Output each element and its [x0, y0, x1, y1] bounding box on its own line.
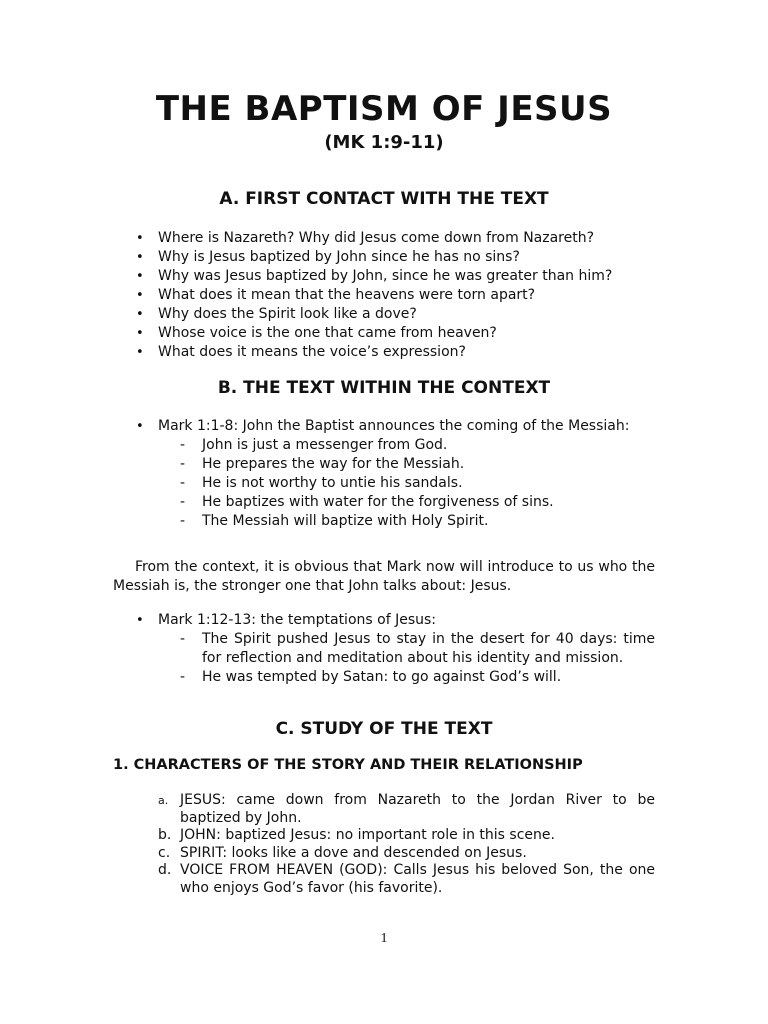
bullet-icon: •	[136, 419, 144, 434]
bullet-icon: •	[136, 613, 144, 628]
bullet-icon: •	[136, 345, 144, 360]
dash-icon: -	[180, 669, 186, 685]
sub-point-list	[158, 630, 655, 687]
dash-icon: -	[180, 631, 186, 647]
list-item: • Why was Jesus baptized by John, since he was greater than him?	[136, 268, 613, 284]
bullet-icon: •	[136, 326, 144, 341]
page-subtitle: (MK 1:9-11)	[324, 132, 444, 153]
page-number: 1	[380, 931, 388, 946]
list-item: a. JESUS: came down from Nazareth to the Jordan River to be baptized by John.	[158, 792, 655, 826]
bullet-text: Mark 1:1-8: John the Baptist announces the coming of the Messiah:	[158, 418, 630, 434]
characters-list	[158, 792, 655, 897]
section-a-heading: A. FIRST CONTACT WITH THE TEXT	[219, 189, 549, 209]
list-item: - The Messiah will baptize with Holy Spirit.	[180, 513, 489, 529]
bullet-icon: •	[136, 231, 144, 246]
dash-icon: -	[180, 475, 186, 491]
item-letter: d.	[158, 862, 172, 878]
bullet-text: Mark 1:12-13: the temptations of Jesus:	[158, 612, 436, 628]
dash-icon: -	[180, 437, 186, 453]
section-b-bullet-list-2	[136, 611, 655, 687]
section-b-heading: B. THE TEXT WITHIN THE CONTEXT	[217, 378, 551, 398]
list-item: - The Spirit pushed Jesus to stay in the desert for 40 days: time for reflection and meditation about his identity and mission.	[180, 631, 655, 666]
context-paragraph: From the context, it is obvious that Mark now will introduce to us who the Messiah is, the stronger one that John talks about: Jesus.	[113, 559, 655, 594]
list-item	[136, 417, 655, 531]
list-item: • What does it means the voice’s expression?	[136, 344, 466, 360]
list-item: - He was tempted by Satan: to go against God’s will.	[180, 669, 562, 685]
sub-point-list	[158, 436, 655, 531]
list-item: - He prepares the way for the Messiah.	[180, 456, 465, 472]
item-letter: a.	[158, 794, 169, 807]
list-item: b. JOHN: baptized Jesus: no important role in this scene.	[158, 827, 555, 843]
list-item: • Why does the Spirit look like a dove?	[136, 306, 417, 322]
bullet-icon: •	[136, 307, 144, 322]
list-item: • Whose voice is the one that came from heaven?	[136, 325, 497, 341]
bullet-icon: •	[136, 288, 144, 303]
characters-subheading: 1. CHARACTERS OF THE STORY AND THEIR RELATIONSHIP	[113, 757, 583, 773]
page-title: THE BAPTISM OF JESUS	[155, 89, 613, 129]
list-item: c. SPIRIT: looks like a dove and descended on Jesus.	[158, 844, 527, 861]
list-item: • Where is Nazareth? Why did Jesus come down from Nazareth?	[136, 230, 595, 246]
list-item	[136, 611, 655, 687]
list-item: - He baptizes with water for the forgiveness of sins.	[180, 494, 554, 510]
section-a-question-list	[136, 229, 655, 362]
section-c-heading: C. STUDY OF THE TEXT	[275, 719, 493, 739]
item-letter: b.	[158, 827, 172, 843]
list-item: - John is just a messenger from God.	[180, 437, 448, 453]
dash-icon: -	[180, 494, 186, 510]
dash-icon: -	[180, 513, 186, 529]
bullet-icon: •	[136, 250, 144, 265]
bullet-icon: •	[136, 269, 144, 284]
item-letter: c.	[158, 844, 171, 861]
list-item: - He is not worthy to untie his sandals.	[180, 475, 463, 491]
list-item: • What does it mean that the heavens were torn apart?	[136, 287, 536, 303]
list-item: • Why is Jesus baptized by John since he has no sins?	[136, 249, 520, 265]
dash-icon: -	[180, 456, 186, 472]
section-b-bullet-list-1	[136, 417, 655, 531]
list-item: d. VOICE FROM HEAVEN (GOD): Calls Jesus his beloved Son, the one who enjoys God’s favor (his favorite).	[158, 862, 655, 896]
